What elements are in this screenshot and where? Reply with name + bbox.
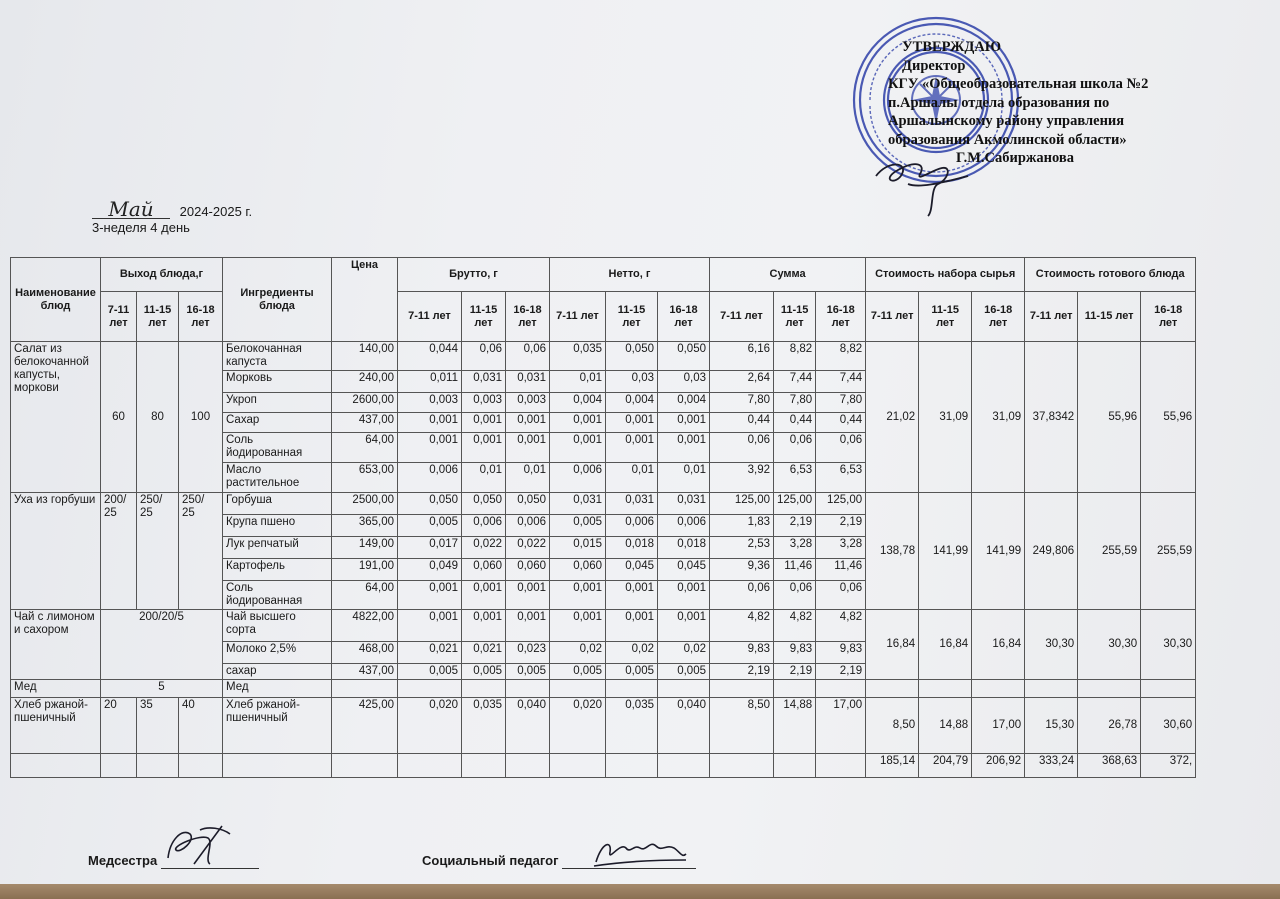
age-header: 11-15 лет	[606, 292, 658, 342]
ingredient-brutto: 0,001	[506, 433, 550, 463]
total-cost-raw: 204,79	[919, 754, 972, 778]
ingredient-brutto: 0,001	[398, 610, 462, 642]
empty-cell	[398, 680, 462, 698]
empty-cell	[606, 754, 658, 778]
ingredient-brutto: 0,003	[506, 393, 550, 413]
ingredient-name: Лук репчатый	[223, 537, 332, 559]
dish-name: Салат из белокочанной капусты, моркови	[11, 342, 101, 493]
ingredient-sum: 8,82	[816, 342, 866, 371]
ingredient-sum: 125,00	[710, 493, 774, 515]
ingredient-brutto: 0,023	[506, 642, 550, 664]
ingredient-sum: 0,06	[710, 581, 774, 610]
ingredient-sum: 14,88	[774, 698, 816, 754]
ingredient-sum: 1,83	[710, 515, 774, 537]
ingredient-brutto: 0,044	[398, 342, 462, 371]
desk-surface	[0, 884, 1280, 899]
ingredient-price: 149,00	[332, 537, 398, 559]
totals-row	[11, 754, 1196, 778]
age-header-row	[11, 292, 1196, 342]
output-age-header: 16-18 лет	[179, 292, 223, 342]
output-age-header: 7-11 лет	[101, 292, 137, 342]
ingredient-netto: 0,02	[550, 642, 606, 664]
age-header: 16-18 лет	[658, 292, 710, 342]
ingredient-name: Соль йодированная	[223, 581, 332, 610]
empty-cell	[462, 754, 506, 778]
total-cost-raw: 185,14	[866, 754, 919, 778]
col-ingredients: Ингредиенты блюда	[223, 258, 332, 342]
ingredient-sum: 7,80	[816, 393, 866, 413]
dish-cost-raw: 8,50	[866, 698, 919, 754]
table-row	[11, 342, 1196, 371]
dish-cost-ready: 37,8342	[1025, 342, 1078, 493]
ingredient-sum: 2,19	[816, 664, 866, 680]
ingredient-price: 468,00	[332, 642, 398, 664]
ingredient-brutto: 0,001	[462, 433, 506, 463]
ingredient-sum: 2,19	[816, 515, 866, 537]
dish-cost-ready: 30,30	[1025, 610, 1078, 680]
social-pedagogue-signature	[590, 832, 690, 872]
ingredient-netto: 0,001	[606, 413, 658, 433]
dish-output: 5	[101, 680, 223, 698]
age-header: 16-18 лет	[972, 292, 1025, 342]
ingredient-netto: 0,001	[606, 610, 658, 642]
ingredient-brutto: 0,06	[462, 342, 506, 371]
empty-cell	[1141, 680, 1196, 698]
ingredient-netto: 0,001	[550, 413, 606, 433]
ingredient-sum: 0,06	[816, 433, 866, 463]
age-header: 11-15 лет	[462, 292, 506, 342]
ingredient-netto: 0,005	[658, 664, 710, 680]
empty-cell	[550, 680, 606, 698]
ingredient-sum: 2,53	[710, 537, 774, 559]
ingredient-sum: 6,53	[816, 463, 866, 493]
ingredient-price: 240,00	[332, 371, 398, 393]
dish-name: Чай с лимоном и сахором	[11, 610, 101, 680]
ingredient-sum: 11,46	[816, 559, 866, 581]
ingredient-netto: 0,031	[550, 493, 606, 515]
empty-cell	[332, 754, 398, 778]
dish-cost-ready: 255,59	[1141, 493, 1196, 610]
total-cost-ready: 333,24	[1025, 754, 1078, 778]
ingredient-brutto: 0,021	[398, 642, 462, 664]
col-netto: Нетто, г	[550, 258, 710, 292]
ingredient-name: Картофель	[223, 559, 332, 581]
ingredient-sum: 0,44	[774, 413, 816, 433]
empty-cell	[658, 680, 710, 698]
ingredient-netto: 0,050	[658, 342, 710, 371]
ingredient-netto: 0,001	[658, 433, 710, 463]
dish-cost-ready: 255,59	[1078, 493, 1141, 610]
social-pedagogue-label: Социальный педагог	[422, 853, 559, 868]
ingredient-netto: 0,006	[658, 515, 710, 537]
ingredient-brutto: 0,011	[398, 371, 462, 393]
ingredient-name: сахар	[223, 664, 332, 680]
ingredient-netto: 0,001	[550, 610, 606, 642]
ingredient-name: Мед	[223, 680, 332, 698]
approval-org-line: п.Аршалы отдела образования по	[888, 94, 1110, 111]
ingredient-sum: 2,64	[710, 371, 774, 393]
menu-body	[11, 342, 1196, 778]
col-cost-raw: Стоимость набора сырья	[866, 258, 1025, 292]
ingredient-netto: 0,03	[606, 371, 658, 393]
ingredient-name: Молоко 2,5%	[223, 642, 332, 664]
ingredient-brutto: 0,040	[506, 698, 550, 754]
ingredient-brutto: 0,022	[462, 537, 506, 559]
ingredient-sum: 2,19	[774, 515, 816, 537]
ingredient-netto: 0,006	[550, 463, 606, 493]
ingredient-price: 140,00	[332, 342, 398, 371]
dish-cost-raw: 31,09	[919, 342, 972, 493]
ingredient-sum: 0,06	[710, 433, 774, 463]
ingredient-netto: 0,035	[606, 698, 658, 754]
dish-cost-raw: 141,99	[919, 493, 972, 610]
ingredient-brutto: 0,006	[462, 515, 506, 537]
table-row-honey	[11, 680, 1196, 698]
ingredient-netto: 0,006	[606, 515, 658, 537]
ingredient-netto: 0,040	[658, 698, 710, 754]
dish-cost-ready: 26,78	[1078, 698, 1141, 754]
col-price: Цена	[332, 258, 398, 342]
ingredient-brutto: 0,005	[462, 664, 506, 680]
age-header: 7-11 лет	[710, 292, 774, 342]
ingredient-netto: 0,001	[550, 433, 606, 463]
ingredient-price: 191,00	[332, 559, 398, 581]
ingredient-sum: 0,06	[774, 581, 816, 610]
col-dish-name: Наименование блюд	[11, 258, 101, 342]
table-row	[11, 610, 1196, 642]
academic-year: 2024-2025 г.	[179, 204, 253, 219]
ingredient-netto: 0,050	[606, 342, 658, 371]
ingredient-netto: 0,001	[658, 581, 710, 610]
dish-cost-ready: 55,96	[1078, 342, 1141, 493]
dish-cost-ready: 30,30	[1141, 610, 1196, 680]
age-header: 7-11 лет	[398, 292, 462, 342]
dish-output-age: 80	[137, 342, 179, 493]
ingredient-sum: 8,82	[774, 342, 816, 371]
approval-title: УТВЕРЖДАЮ	[902, 39, 1002, 55]
dish-output-age: 250/ 25	[137, 493, 179, 610]
ingredient-brutto: 0,031	[462, 371, 506, 393]
ingredient-brutto: 0,001	[398, 413, 462, 433]
empty-cell	[710, 680, 774, 698]
dish-cost-raw: 16,84	[919, 610, 972, 680]
ingredient-brutto: 0,050	[462, 493, 506, 515]
dish-output-age: 250/ 25	[179, 493, 223, 610]
approval-org-line: образования Акмолинской области»	[888, 131, 1127, 148]
dish-cost-raw: 14,88	[919, 698, 972, 754]
ingredient-sum: 7,80	[774, 393, 816, 413]
approval-position: Директор	[902, 57, 966, 74]
ingredient-sum: 0,06	[774, 433, 816, 463]
ingredient-netto: 0,02	[658, 642, 710, 664]
ingredient-sum: 4,82	[816, 610, 866, 642]
ingredient-brutto: 0,01	[462, 463, 506, 493]
dish-cost-ready: 30,30	[1078, 610, 1141, 680]
ingredient-sum: 9,83	[774, 642, 816, 664]
ingredient-brutto: 0,001	[506, 581, 550, 610]
ingredient-netto: 0,018	[606, 537, 658, 559]
ingredient-sum: 9,36	[710, 559, 774, 581]
ingredient-netto: 0,001	[606, 433, 658, 463]
ingredient-netto: 0,004	[606, 393, 658, 413]
ingredient-brutto: 0,006	[506, 515, 550, 537]
ingredient-sum: 6,53	[774, 463, 816, 493]
dish-name: Уха из горбуши	[11, 493, 101, 610]
ingredient-sum: 7,80	[710, 393, 774, 413]
empty-cell	[179, 754, 223, 778]
age-header: 7-11 лет	[866, 292, 919, 342]
month-handwritten: Май	[92, 200, 170, 219]
ingredient-brutto: 0,001	[462, 610, 506, 642]
ingredient-brutto: 0,001	[398, 581, 462, 610]
ingredient-brutto: 0,001	[506, 610, 550, 642]
approval-org-line: КГУ «Общеобразовательная школа №2	[888, 76, 1149, 92]
age-header: 16-18 лет	[506, 292, 550, 342]
empty-cell	[506, 680, 550, 698]
ingredient-price: 425,00	[332, 698, 398, 754]
ingredient-netto: 0,031	[606, 493, 658, 515]
ingredient-sum: 6,16	[710, 342, 774, 371]
ingredient-price: 64,00	[332, 433, 398, 463]
age-header: 7-11 лет	[1025, 292, 1078, 342]
ingredient-netto: 0,020	[550, 698, 606, 754]
ingredient-brutto: 0,031	[506, 371, 550, 393]
empty-cell	[332, 680, 398, 698]
empty-cell	[816, 754, 866, 778]
dish-cost-raw: 31,09	[972, 342, 1025, 493]
ingredient-sum: 3,28	[816, 537, 866, 559]
ingredient-name: Крупа пшено	[223, 515, 332, 537]
approval-org-line: Аршалынскому району управления	[888, 113, 1125, 129]
ingredient-brutto: 0,049	[398, 559, 462, 581]
age-header: 11-15 лет	[919, 292, 972, 342]
dish-cost-ready: 30,60	[1141, 698, 1196, 754]
ingredient-sum: 125,00	[774, 493, 816, 515]
ingredient-sum: 7,44	[774, 371, 816, 393]
empty-cell	[1078, 680, 1141, 698]
ingredient-sum: 7,44	[816, 371, 866, 393]
approval-signer: Г.М.Сабиржанова	[956, 150, 1075, 166]
ingredient-sum: 9,83	[710, 642, 774, 664]
dish-cost-raw: 16,84	[866, 610, 919, 680]
ingredient-netto: 0,005	[550, 515, 606, 537]
ingredient-brutto: 0,022	[506, 537, 550, 559]
ingredient-brutto: 0,06	[506, 342, 550, 371]
age-header: 11-15 лет	[774, 292, 816, 342]
ingredient-netto: 0,031	[658, 493, 710, 515]
dish-cost-raw: 138,78	[866, 493, 919, 610]
week-day: 3-неделя 4 день	[92, 220, 190, 235]
ingredient-brutto: 0,001	[506, 413, 550, 433]
dish-cost-ready: 249,806	[1025, 493, 1078, 610]
empty-cell	[1025, 680, 1078, 698]
ingredient-brutto: 0,005	[506, 664, 550, 680]
ingredient-name: Масло растительное	[223, 463, 332, 493]
ingredient-netto: 0,045	[606, 559, 658, 581]
ingredient-price: 4822,00	[332, 610, 398, 642]
ingredient-price: 437,00	[332, 664, 398, 680]
ingredient-brutto: 0,003	[462, 393, 506, 413]
empty-cell	[774, 680, 816, 698]
output-age-header: 11-15 лет	[137, 292, 179, 342]
ingredient-sum: 0,44	[816, 413, 866, 433]
ingredient-netto: 0,045	[658, 559, 710, 581]
dish-cost-raw: 21,02	[866, 342, 919, 493]
ingredient-sum: 0,06	[816, 581, 866, 610]
ingredient-netto: 0,001	[606, 581, 658, 610]
age-header: 16-18 лет	[816, 292, 866, 342]
empty-cell	[550, 754, 606, 778]
ingredient-price: 365,00	[332, 515, 398, 537]
ingredient-brutto: 0,001	[398, 433, 462, 463]
ingredient-price: 64,00	[332, 581, 398, 610]
ingredient-sum: 2,19	[774, 664, 816, 680]
nurse-label: Медсестра	[88, 853, 158, 868]
ingredient-brutto: 0,050	[506, 493, 550, 515]
empty-cell	[223, 754, 332, 778]
ingredient-netto: 0,018	[658, 537, 710, 559]
ingredient-sum: 9,83	[816, 642, 866, 664]
ingredient-price: 653,00	[332, 463, 398, 493]
ingredient-netto: 0,001	[658, 610, 710, 642]
ingredient-netto: 0,060	[550, 559, 606, 581]
dish-output-age: 40	[179, 698, 223, 754]
menu-table	[10, 257, 1196, 778]
ingredient-brutto: 0,060	[462, 559, 506, 581]
ingredient-brutto: 0,050	[398, 493, 462, 515]
table-row	[11, 698, 1196, 754]
ingredient-netto: 0,01	[658, 463, 710, 493]
dish-output-age: 200/ 25	[101, 493, 137, 610]
empty-cell	[972, 680, 1025, 698]
ingredient-sum: 4,82	[774, 610, 816, 642]
dish-output-age: 60	[101, 342, 137, 493]
ingredient-brutto: 0,001	[462, 581, 506, 610]
empty-cell	[606, 680, 658, 698]
empty-cell	[816, 680, 866, 698]
ingredient-brutto: 0,006	[398, 463, 462, 493]
ingredient-sum: 17,00	[816, 698, 866, 754]
dish-output: 200/20/5	[101, 610, 223, 680]
ingredient-brutto: 0,021	[462, 642, 506, 664]
ingredient-brutto: 0,020	[398, 698, 462, 754]
empty-cell	[710, 754, 774, 778]
ingredient-price: 2500,00	[332, 493, 398, 515]
ingredient-brutto: 0,001	[462, 413, 506, 433]
empty-cell	[11, 754, 101, 778]
dish-output-age: 100	[179, 342, 223, 493]
col-brutto: Брутто, г	[398, 258, 550, 292]
ingredient-sum: 11,46	[774, 559, 816, 581]
director-signature	[868, 140, 978, 220]
age-header: 7-11 лет	[550, 292, 606, 342]
ingredient-name: Укроп	[223, 393, 332, 413]
ingredient-sum: 2,19	[710, 664, 774, 680]
ingredient-sum: 125,00	[816, 493, 866, 515]
empty-cell	[462, 680, 506, 698]
total-cost-ready: 368,63	[1078, 754, 1141, 778]
ingredient-brutto: 0,005	[398, 515, 462, 537]
ingredient-name: Морковь	[223, 371, 332, 393]
empty-cell	[137, 754, 179, 778]
empty-cell	[398, 754, 462, 778]
ingredient-name: Горбуша	[223, 493, 332, 515]
ingredient-price: 2600,00	[332, 393, 398, 413]
ingredient-name: Сахар	[223, 413, 332, 433]
ingredient-name: Чай высшего сорта	[223, 610, 332, 642]
ingredient-name: Хлеб ржаной-пшеничный	[223, 698, 332, 754]
nurse-signature	[160, 820, 240, 870]
empty-cell	[774, 754, 816, 778]
dish-cost-ready: 55,96	[1141, 342, 1196, 493]
ingredient-name: Белокочанная капуста	[223, 342, 332, 371]
dish-name: Мед	[11, 680, 101, 698]
col-cost-ready: Стоимость готового блюда	[1025, 258, 1196, 292]
empty-cell	[866, 680, 919, 698]
ingredient-netto: 0,01	[550, 371, 606, 393]
ingredient-sum: 8,50	[710, 698, 774, 754]
age-header: 16-18 лет	[1141, 292, 1196, 342]
dish-cost-raw: 141,99	[972, 493, 1025, 610]
ingredient-brutto: 0,060	[506, 559, 550, 581]
empty-cell	[919, 680, 972, 698]
ingredient-netto: 0,005	[550, 664, 606, 680]
col-output: Выход блюда,г	[101, 258, 223, 292]
ingredient-brutto: 0,01	[506, 463, 550, 493]
ingredient-name: Соль йодированная	[223, 433, 332, 463]
ingredient-price: 437,00	[332, 413, 398, 433]
ingredient-brutto: 0,035	[462, 698, 506, 754]
ingredient-sum: 3,28	[774, 537, 816, 559]
ingredient-netto: 0,004	[658, 393, 710, 413]
total-cost-raw: 206,92	[972, 754, 1025, 778]
dish-name: Хлеб ржаной-пшеничный	[11, 698, 101, 754]
ingredient-netto: 0,02	[606, 642, 658, 664]
col-sum: Сумма	[710, 258, 866, 292]
ingredient-sum: 4,82	[710, 610, 774, 642]
dish-cost-raw: 17,00	[972, 698, 1025, 754]
ingredient-brutto: 0,005	[398, 664, 462, 680]
age-header: 11-15 лет	[1078, 292, 1141, 342]
date-header	[92, 197, 253, 236]
empty-cell	[101, 754, 137, 778]
empty-cell	[506, 754, 550, 778]
dish-cost-ready: 15,30	[1025, 698, 1078, 754]
ingredient-netto: 0,001	[658, 413, 710, 433]
ingredient-sum: 0,44	[710, 413, 774, 433]
ingredient-netto: 0,004	[550, 393, 606, 413]
ingredient-sum: 3,92	[710, 463, 774, 493]
total-cost-ready: 372,	[1141, 754, 1196, 778]
ingredient-netto: 0,035	[550, 342, 606, 371]
ingredient-netto: 0,03	[658, 371, 710, 393]
ingredient-brutto: 0,003	[398, 393, 462, 413]
dish-output-age: 35	[137, 698, 179, 754]
ingredient-netto: 0,01	[606, 463, 658, 493]
empty-cell	[658, 754, 710, 778]
ingredient-netto: 0,015	[550, 537, 606, 559]
table-row	[11, 493, 1196, 515]
dish-cost-raw: 16,84	[972, 610, 1025, 680]
ingredient-netto: 0,005	[606, 664, 658, 680]
dish-output-age: 20	[101, 698, 137, 754]
ingredient-brutto: 0,017	[398, 537, 462, 559]
ingredient-netto: 0,001	[550, 581, 606, 610]
